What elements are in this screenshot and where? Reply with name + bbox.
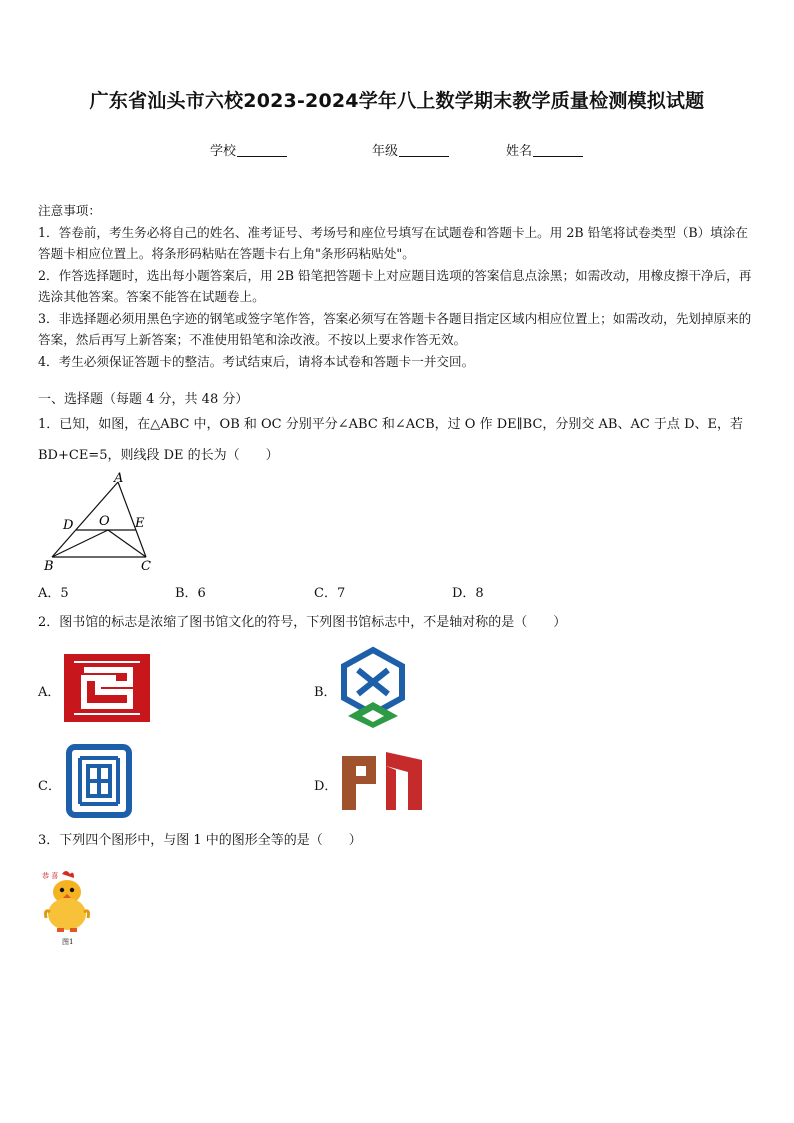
library-logo-a-icon[interactable] [64, 654, 150, 722]
notice-item-3: 3．非选择题必须用黑色字迹的钢笔或签字笔作答，答案必须写在答题卡各题目指定区域内相应位置上；如需改动，先划掉原来的答案，然后再写上新答案；不准使用铅笔和涂改液。不按以上要求作答无效。 [38, 310, 752, 347]
library-logo-b-icon[interactable] [338, 646, 408, 730]
section-heading: 一、选择题（每题 4 分，共 48 分） [38, 392, 249, 407]
q1-option-a[interactable]: A．5 [38, 586, 69, 601]
vertex-label-d: D [63, 518, 74, 533]
notice-section [38, 200, 760, 372]
vertex-label-c: C [141, 559, 151, 572]
notice-item-1: 1．答卷前，考生务必将自己的姓名、准考证号、考场号和座位号填写在试题卷和答题卡上。用 2B 铅笔将试卷类型（B）填涂在答题卡相应位置上。将条形码粘贴在答题卡右上角"条形码粘贴处"。 [38, 224, 749, 261]
vertex-label-a: A [114, 472, 124, 486]
name-blank[interactable] [533, 144, 583, 157]
triangle-figure [38, 472, 156, 572]
grade-blank[interactable] [399, 144, 449, 157]
notice-item-4: 4．考生必须保证答题卡的整洁。考试结束后，请将本试卷和答题卡一并交回。 [38, 353, 475, 369]
notice-heading: 注意事项： [38, 203, 101, 218]
chick-figure-icon [40, 868, 94, 948]
figure-1-caption: 图1 [62, 938, 74, 946]
q2-option-a-label[interactable]: A． [38, 685, 61, 700]
vertex-label-b: B [44, 559, 54, 572]
vertex-label-e: E [135, 516, 145, 531]
name-label: 姓名 [506, 144, 533, 159]
q1-option-b[interactable]: B．6 [175, 586, 206, 601]
chick-banner-text: 恭 喜 [42, 872, 59, 880]
school-label: 学校 [210, 144, 237, 159]
grade-label: 年级 [372, 144, 399, 159]
name-field[interactable] [506, 140, 583, 159]
grade-field[interactable] [372, 140, 449, 159]
vertex-label-o: O [99, 514, 110, 529]
q2-option-d-label[interactable]: D． [314, 779, 338, 794]
library-logo-c-icon[interactable] [66, 744, 132, 818]
question-2: 2．图书馆的标志是浓缩了图书馆文化的符号，下列图书馆标志中，不是轴对称的是（ ） [38, 615, 567, 630]
page-title: 广东省汕头市六校2023-2024学年八上数学期末教学质量检测模拟试题 [89, 90, 705, 112]
question-1-line1: 1．已知，如图，在△ABC 中，OB 和 OC 分别平分∠ABC 和∠ACB，过 O 作 DE∥BC，分别交 AB、AC 于点 D、E，若 [38, 417, 743, 432]
q2-option-b-label[interactable]: B． [314, 685, 337, 700]
library-logo-d-icon[interactable] [338, 748, 426, 818]
school-field[interactable] [210, 140, 287, 159]
question-1-line2: BD+CE=5，则线段 DE 的长为（ ） [38, 448, 279, 463]
q2-option-c-label[interactable]: C． [38, 779, 61, 794]
question-3: 3．下列四个图形中，与图 1 中的图形全等的是（ ） [38, 833, 362, 848]
q1-option-c[interactable]: C．7 [314, 586, 346, 601]
q1-option-d[interactable]: D．8 [452, 586, 484, 601]
school-blank[interactable] [237, 144, 287, 157]
notice-item-2: 2．作答选择题时，选出每小题答案后，用 2B 铅笔把答题卡上对应题目选项的答案信息点涂黑；如需改动，用橡皮擦干净后，再选涂其他答案。答案不能答在试题卷上。 [38, 267, 752, 304]
question-1 [38, 409, 760, 471]
